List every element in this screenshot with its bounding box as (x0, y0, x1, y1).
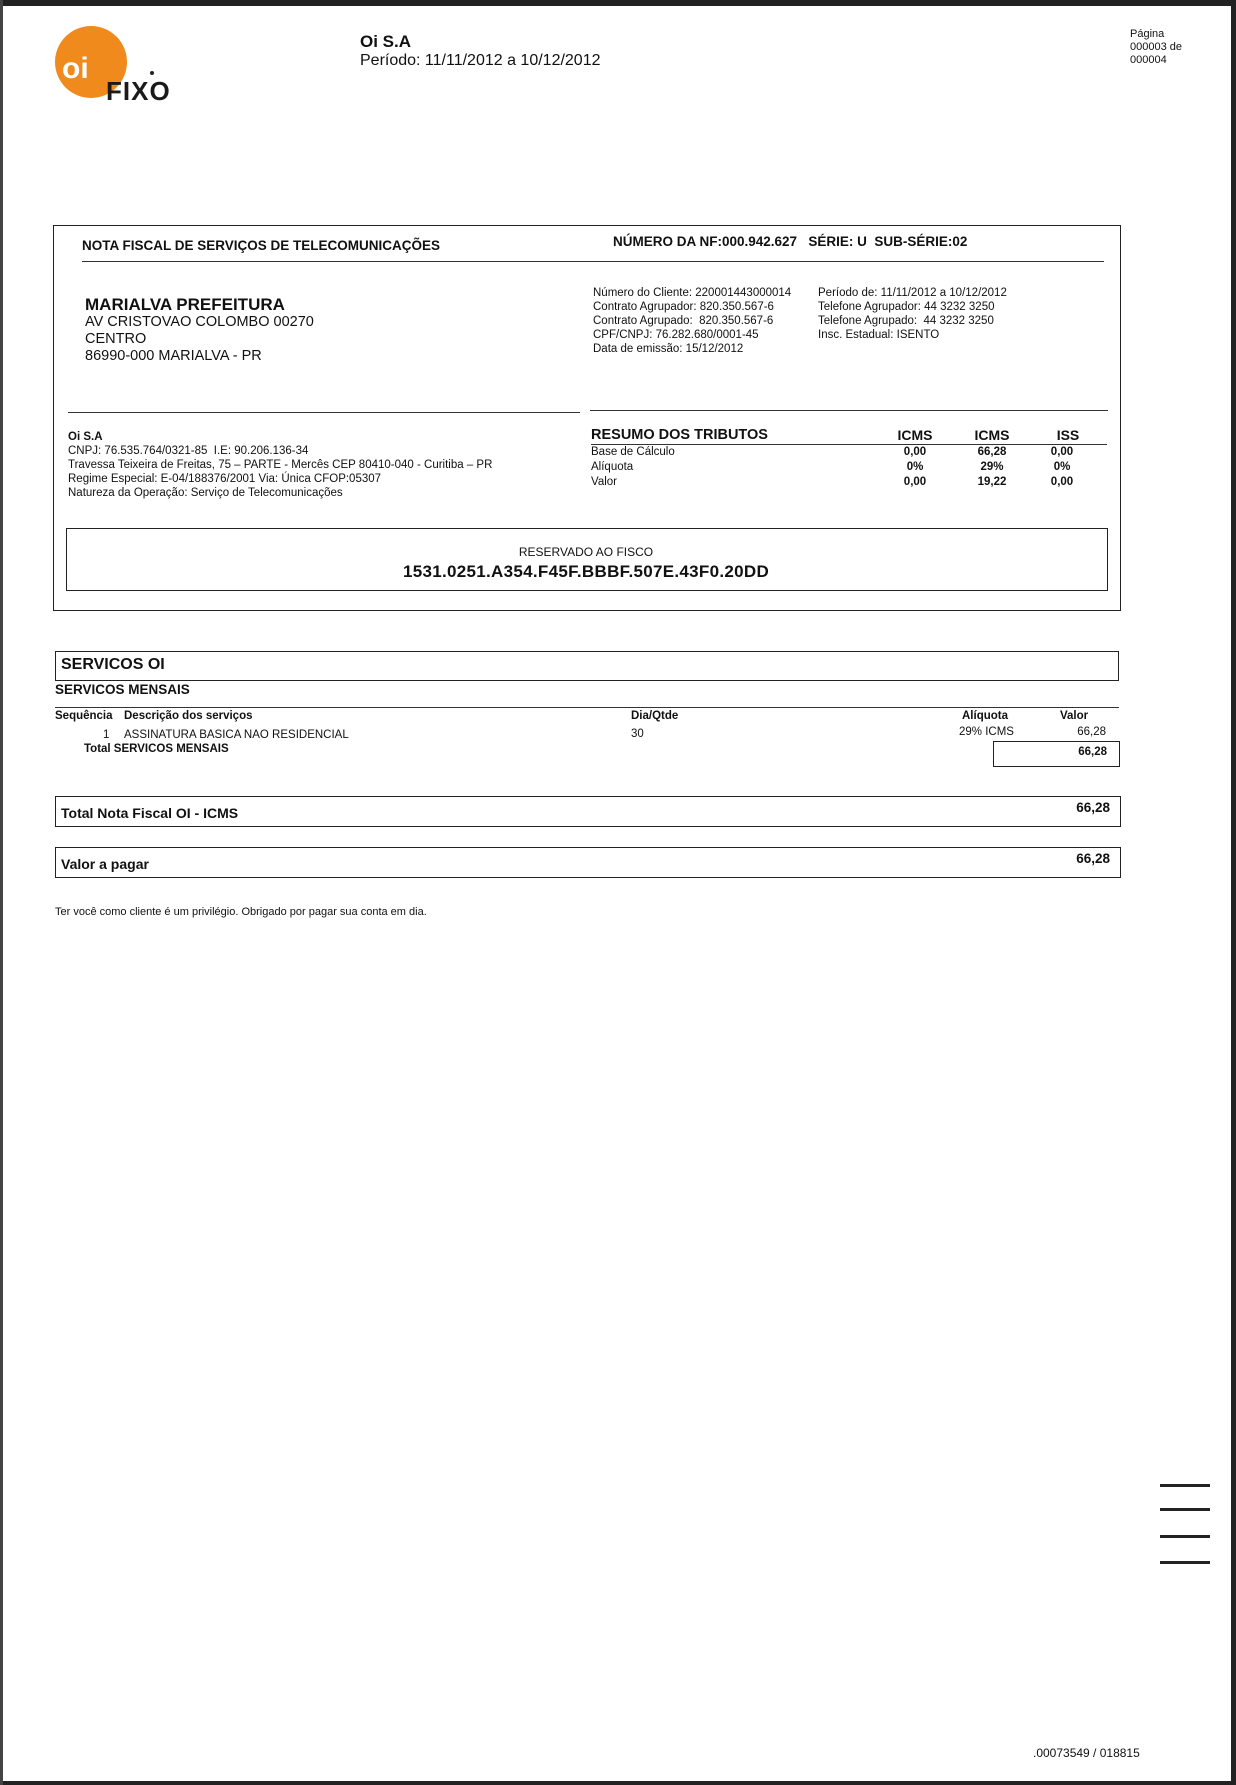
tax-value: 0% (906, 461, 924, 473)
services-total-value: 66,28 (1078, 746, 1107, 758)
service-rate: 29% ICMS (959, 726, 1014, 738)
column-header-sequence: Sequência (55, 710, 113, 722)
fisco-label: RESERVADO AO FISCO (518, 545, 654, 559)
tax-value: 0,00 (1050, 446, 1074, 458)
tax-row-label: Valor (591, 476, 617, 488)
services-subtitle: SERVICOS MENSAIS (55, 682, 190, 697)
divider (68, 412, 580, 413)
margin-tick (1160, 1535, 1210, 1538)
divider (55, 707, 1119, 708)
page-edge (0, 0, 3, 1785)
page-edge (0, 0, 1236, 6)
column-header-description: Descrição dos serviços (124, 710, 253, 722)
total-invoice-value: 66,28 (1076, 800, 1110, 815)
tax-summary-title: RESUMO DOS TRIBUTOS (591, 427, 768, 443)
document-reference: .00073549 / 018815 (1033, 1746, 1140, 1760)
customer-city: 86990-000 MARIALVA - PR (85, 348, 262, 364)
tax-value: 0% (1053, 461, 1071, 473)
services-header-box (55, 651, 1119, 681)
invoice-title: NOTA FISCAL DE SERVIÇOS DE TELECOMUNICAÇÕES (82, 238, 441, 253)
column-header-rate: Alíquota (962, 710, 1008, 722)
service-seq: 1 (103, 729, 110, 741)
customer-name: MARIALVA PREFEITURA (85, 295, 285, 314)
amount-due-value: 66,28 (1076, 851, 1110, 866)
tax-header: ICMS (897, 427, 933, 443)
logo-dot (150, 71, 154, 75)
tax-row-label: Alíquota (591, 461, 634, 473)
divider (590, 410, 1108, 411)
page-edge (1231, 0, 1236, 1785)
service-qty: 30 (631, 728, 644, 740)
divider (82, 261, 1104, 262)
fisco-code: 1531.0251.A354.F45F.BBBF.507E.43F0.20DD (402, 562, 770, 581)
total-invoice-label: Total Nota Fiscal OI - ICMS (61, 805, 239, 821)
invoice-number: NÚMERO DA NF:000.942.627 SÉRIE: U SUB-SÉRIE:02 (613, 234, 968, 249)
services-total-label: Total SERVICOS MENSAIS (84, 743, 229, 755)
amount-due-label: Valor a pagar (61, 856, 149, 872)
logo-oi-text: oi (62, 52, 89, 85)
issuer-info: Oi S.A CNPJ: 76.535.764/0321-85 I.E: 90.206.136-34 Travessa Teixeira de Freitas, 75 – PARTE - Mercês CEP 80410-040 - Curitiba – PR Regime Especial: E-04/188376/2001 Via: Única CFOP:05307 Natureza da Operação: Serviço de Telecomunicações (68, 431, 493, 499)
service-value: 66,28 (1077, 726, 1106, 738)
amount-due-box (55, 847, 1121, 878)
tax-value: 0,00 (903, 446, 927, 458)
tax-value: 29% (980, 461, 1004, 473)
tax-value: 19,22 (977, 476, 1007, 488)
margin-tick (1160, 1484, 1210, 1487)
column-header-value: Valor (1060, 710, 1089, 722)
tax-value: 0,00 (1050, 476, 1074, 488)
services-title: SERVICOS OI (61, 656, 165, 673)
tax-header: ISS (1056, 427, 1080, 443)
tax-value: 66,28 (977, 446, 1007, 458)
service-description: ASSINATURA BASICA NAO RESIDENCIAL (124, 729, 349, 741)
page-edge (0, 1781, 1236, 1785)
client-info-left: Número do Cliente: 220001443000014 Contrato Agrupador: 820.350.567-6 Contrato Agrupado: 820.350.567-6 CPF/CNPJ: 76.282.680/0001-45 Data de emissão: 15/12/2012 (593, 287, 792, 355)
margin-tick (1160, 1561, 1210, 1564)
margin-tick (1160, 1508, 1210, 1511)
tax-header: ICMS (974, 427, 1010, 443)
header-company: Oi S.A (360, 32, 412, 51)
tax-row-label: Base de Cálculo (591, 446, 675, 458)
column-header-qty: Dia/Qtde (631, 710, 679, 722)
client-info-right: Período de: 11/11/2012 a 10/12/2012 Telefone Agrupador: 44 3232 3250 Telefone Agrupado: 44 3232 3250 Insc. Estadual: ISENTO (818, 287, 1007, 341)
thank-you-message: Ter você como cliente é um privilégio. Obrigado por pagar sua conta em dia. (55, 906, 427, 918)
header-period: Período: 11/11/2012 a 10/12/2012 (360, 52, 601, 69)
page-number: Página 000003 de 000004 (1130, 28, 1182, 66)
logo-fixo-text: FIXO (106, 76, 171, 106)
divider (591, 444, 1107, 445)
tax-value: 0,00 (903, 476, 927, 488)
customer-address: AV CRISTOVAO COLOMBO 00270 (85, 314, 314, 330)
customer-district: CENTRO (85, 331, 147, 347)
